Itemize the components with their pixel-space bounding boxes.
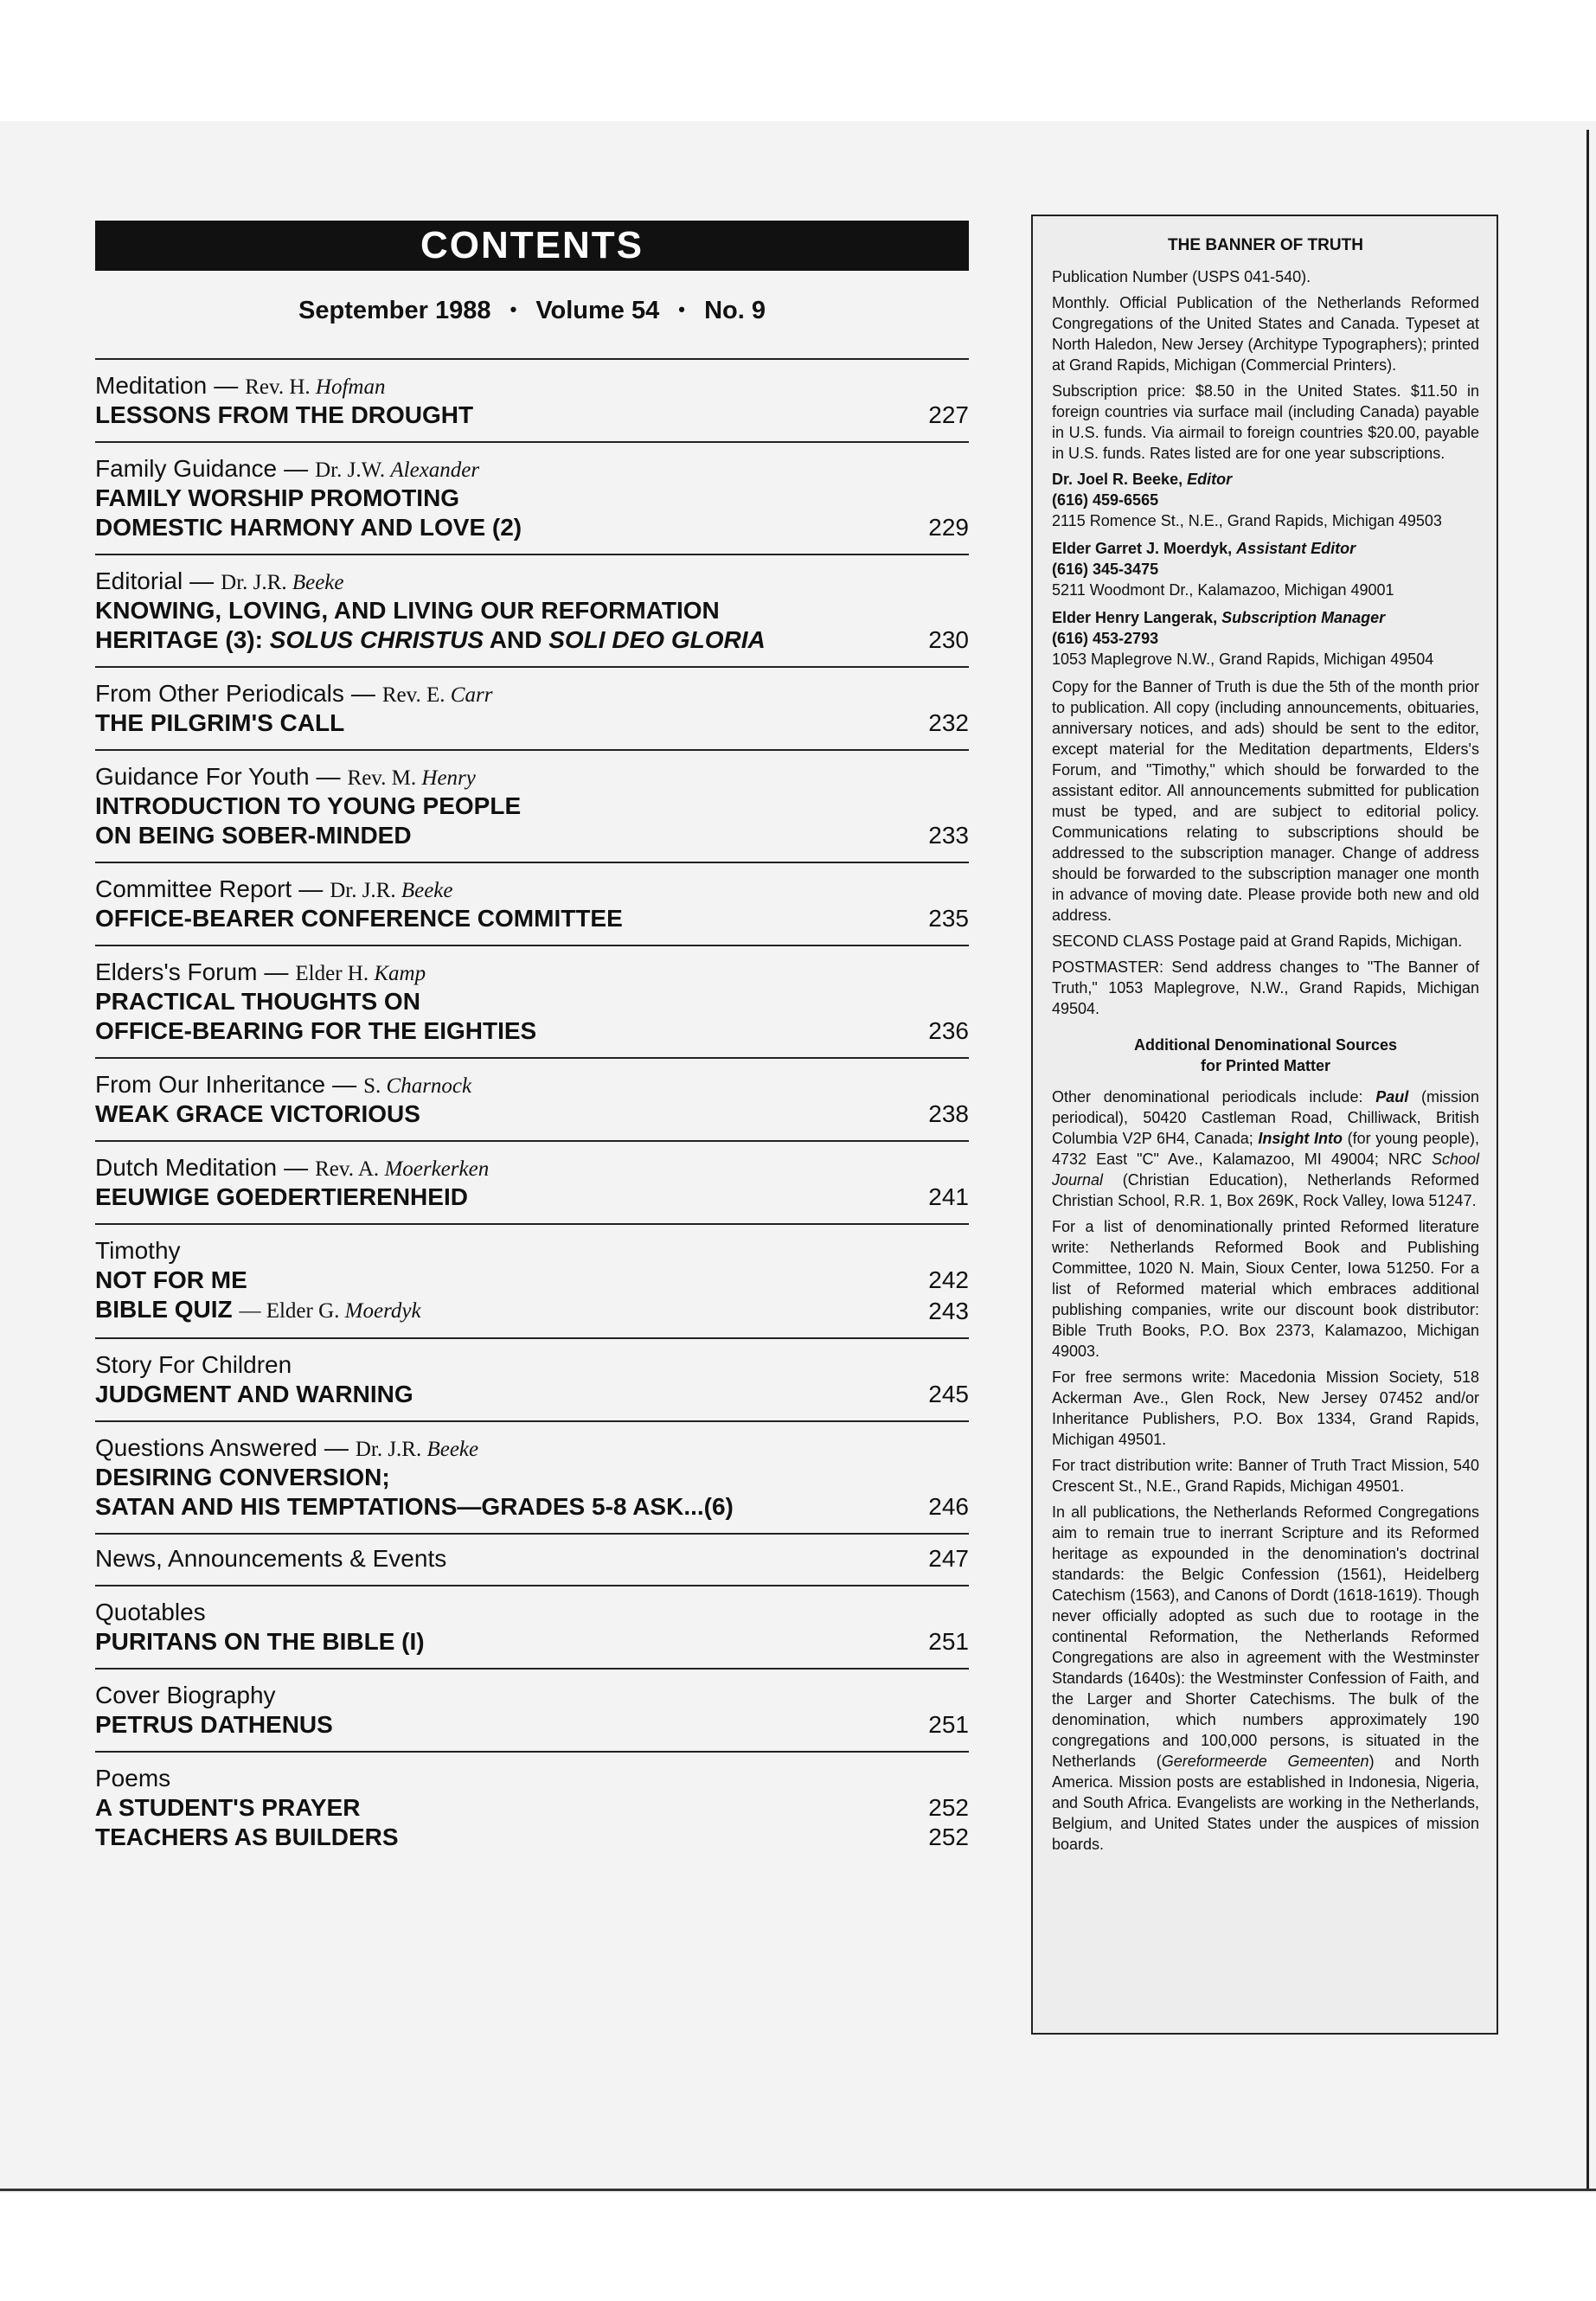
- entry-title-line: FAMILY WORSHIP PROMOTING: [95, 484, 460, 511]
- entry-title-line: HERITAGE (3): SOLUS CHRISTUS AND SOLI DEO GLORIA 230: [95, 626, 969, 653]
- entry-category: Committee Report — Dr. J.R. Beeke: [95, 875, 453, 902]
- entry-page: 252: [928, 1823, 969, 1850]
- entry-page: 243: [928, 1298, 969, 1324]
- entry-page: 241: [928, 1183, 969, 1210]
- entry-title-line: OFFICE-BEARER CONFERENCE COMMITTEE 235: [95, 905, 969, 932]
- toc-entry-guidance-youth[interactable]: [95, 751, 969, 863]
- tract-distribution: For tract distribution write: Banner of Truth Tract Mission, 540 Crescent St., N.E., Grand Rapids, Michigan 49501.: [1052, 1457, 1479, 1495]
- entry-title-line: BIBLE QUIZ — Elder G. Moerdyk 243: [95, 1296, 969, 1324]
- entry-title-line: SATAN AND HIS TEMPTATIONS—GRADES 5-8 ASK...(6) 246: [95, 1493, 969, 1520]
- entry-category: Guidance For Youth — Rev. M. Henry: [95, 763, 476, 790]
- masthead-box: [1031, 215, 1498, 2035]
- entry-category: Meditation — Rev. H. Hofman: [95, 372, 386, 399]
- page-edge-bottom: [0, 2189, 1596, 2191]
- entry-page: 251: [928, 1711, 969, 1738]
- entry-title-line: TEACHERS AS BUILDERS 252: [95, 1823, 969, 1850]
- entry-category: Elders's Forum — Elder H. Kamp: [95, 958, 426, 985]
- toc-entry-editorial[interactable]: [95, 555, 969, 668]
- issue-month: September 1988: [298, 297, 491, 324]
- entry-page: 233: [928, 822, 969, 849]
- toc-entry-family-guidance[interactable]: [95, 443, 969, 555]
- entry-title-line: PRACTICAL THOUGHTS ON: [95, 988, 420, 1015]
- issue-separator: •: [510, 298, 517, 320]
- toc-entry-our-inheritance[interactable]: [95, 1059, 969, 1142]
- copy-policy: Copy for the Banner of Truth is due the 5th of the month prior to publication. All copy (including announcements, obituaries, anniversary notices, and ads) should be sent to the editor, except material for the Meditation departments, Elders's Forum, and "Timothy," which should be forwarded to the assistant editor. All announcements submitted for publication must be typed, and are subject to editorial policy. Communications relating to subscriptions should be addressed to the subscription manager. Change of address should be forwarded to the subscription manager one month in advance of moving date. Please provide both new and old address.: [1052, 678, 1479, 924]
- entry-page: 252: [928, 1794, 969, 1821]
- entry-page: 229: [928, 514, 969, 541]
- entry-page: 232: [928, 709, 969, 736]
- entry-title-line: News, Announcements & Events 247: [95, 1545, 969, 1572]
- entry-category: Questions Answered — Dr. J.R. Beeke: [95, 1434, 479, 1461]
- other-periodicals: Other denominational periodicals include: Paul (mission periodical), 50420 Castleman Road, Chilliwack, British Columbia V2P 6H4, Canada; Insight Into (for young people), 4732 East "C" Ave., Kalamazoo, MI 49004; NRC School Journal (Christian Education), Netherlands Reformed Christian School, R.R. 1, Box 269K, Rock Valley, Iowa 51247.: [1052, 1088, 1480, 1209]
- toc-entry-meditation[interactable]: [95, 358, 969, 443]
- literature-list: For a list of denominationally printed Reformed literature write: Netherlands Reformed Book and Publishing Committee, 1020 N. Main, Sioux Center, Iowa 51250. For a list of Reformed material which embraces additional publishing companies, write our discount book distributor: Bible Truth Books, P.O. Box 2373, Kalamazoo, Michigan 49003.: [1052, 1218, 1479, 1360]
- free-sermons: For free sermons write: Macedonia Mission Society, 518 Ackerman Ave., Glen Rock, New Jersey 07452 and/or Inheritance Publishers, P.O. Box 1334, Grand Rapids, Michigan 49501.: [1052, 1368, 1479, 1448]
- publication-number: Publication Number (USPS 041-540).: [1052, 268, 1311, 285]
- toc-entry-news[interactable]: [95, 1535, 969, 1586]
- entry-category: Dutch Meditation — Rev. A. Moerkerken: [95, 1154, 490, 1181]
- toc-entry-committee-report[interactable]: [95, 863, 969, 946]
- issue-volume: Volume 54: [535, 297, 660, 324]
- entry-title-line: WEAK GRACE VICTORIOUS 238: [95, 1100, 969, 1127]
- issue-line: [95, 297, 969, 325]
- entry-page: 235: [928, 905, 969, 932]
- toc-entry-questions-answered[interactable]: [95, 1422, 969, 1535]
- entry-page: 227: [928, 401, 969, 428]
- entry-title-line: PETRUS DATHENUS 251: [95, 1711, 969, 1738]
- entry-title-line: DOMESTIC HARMONY AND LOVE (2) 229: [95, 514, 969, 541]
- entry-category: From Other Periodicals — Rev. E. Carr: [95, 680, 493, 707]
- additional-sources-heading: Additional Denominational Sources for Printed Matter: [1133, 1036, 1398, 1074]
- toc-entry-poems[interactable]: [95, 1753, 969, 1863]
- entry-page: 230: [928, 626, 969, 653]
- entry-category: Story For Children: [95, 1351, 292, 1378]
- entry-title-line: ON BEING SOBER-MINDED 233: [95, 822, 969, 849]
- entry-title-line: DESIRING CONVERSION;: [95, 1464, 390, 1490]
- entry-category: Family Guidance — Dr. J.W. Alexander: [95, 455, 480, 482]
- toc-entry-dutch-meditation[interactable]: [95, 1142, 969, 1225]
- contents-column: [95, 221, 969, 1863]
- toc-entry-other-periodicals[interactable]: [95, 668, 969, 751]
- issue-number: No. 9: [704, 297, 766, 324]
- entry-page: 251: [928, 1628, 969, 1655]
- assistant-editor-contact: Elder Garret J. Moerdyk, Assistant Editor (616) 345-3475 5211 Woodmont Dr., Kalamazoo, Michigan 49001: [1052, 540, 1394, 599]
- entry-title-line: THE PILGRIM'S CALL 232: [95, 709, 969, 736]
- masthead-title: THE BANNER OF TRUTH: [1168, 236, 1363, 254]
- toc-entry-cover-biography[interactable]: [95, 1670, 969, 1753]
- entry-title-line: INTRODUCTION TO YOUNG PEOPLE: [95, 792, 522, 819]
- entry-title-line: OFFICE-BEARING FOR THE EIGHTIES 236: [95, 1017, 969, 1044]
- entry-category: Poems: [95, 1765, 171, 1791]
- second-class-notice: SECOND CLASS Postage paid at Grand Rapids, Michigan.: [1052, 933, 1463, 950]
- entry-title-line: JUDGMENT AND WARNING 245: [95, 1381, 969, 1407]
- entry-title-line: PURITANS ON THE BIBLE (I) 251: [95, 1628, 969, 1655]
- doctrinal-statement: In all publications, the Netherlands Reformed Congregations aim to remain true to inerrant Scripture and its Reformed heritage as expounded in the denomination's doctrinal standards: the Belgic Confession (1561), Heidelberg Catechism (1563), and Canons of Dordt (1618-1619). Though never officially adopted as such due to rootage in the continental Reformation, the Netherlands Reformed Congregations are also in agreement with the Westminster Standards (1640s): the Westminster Confession of Faith, and the Larger and Shorter Catechisms. The bulk of the denomination, which numbers approximately 190 congregations and 100,000 persons, is situated in the Netherlands (Gereformeerde Gemeenten) and North America. Mission posts are established in Indonesia, Nigeria, and South Africa. Evangelists are working in the Netherlands, Belgium, and United States under the auspices of mission boards.: [1052, 1503, 1479, 1853]
- postmaster-notice: POSTMASTER: Send address changes to "The Banner of Truth," 1053 Maplegrove, N.W., Grand Rapids, Michigan 49504.: [1052, 958, 1479, 1017]
- entry-category: From Our Inheritance — S. Charnock: [95, 1071, 472, 1098]
- entry-category: Quotables: [95, 1599, 206, 1625]
- toc-entry-elders-forum[interactable]: [95, 946, 969, 1059]
- entry-title-line: LESSONS FROM THE DROUGHT 227: [95, 401, 969, 428]
- toc-entry-quotables[interactable]: [95, 1586, 969, 1670]
- issue-separator: •: [678, 298, 685, 320]
- entry-category: Cover Biography: [95, 1682, 276, 1708]
- contents-header: CONTENTS: [95, 221, 969, 271]
- toc-entry-timothy[interactable]: [95, 1225, 969, 1339]
- toc-entry-story-children[interactable]: [95, 1339, 969, 1422]
- entry-page: 238: [928, 1100, 969, 1127]
- editor-contact: Dr. Joel R. Beeke, Editor (616) 459-6565 2115 Romence St., N.E., Grand Rapids, Michigan 49503: [1052, 471, 1442, 529]
- entry-title-line: EEUWIGE GOEDERTIERENHEID 241: [95, 1183, 969, 1210]
- monthly-notice: Monthly. Official Publication of the Netherlands Reformed Congregations of the United States and Canada. Typeset at North Haledon, New Jersey (Architype Typographers); printed at Grand Rapids, Michigan (Commercial Printers).: [1052, 294, 1479, 374]
- entry-page: 245: [928, 1381, 969, 1407]
- entry-category: Timothy: [95, 1237, 181, 1264]
- entry-title-line: A STUDENT'S PRAYER 252: [95, 1794, 969, 1821]
- entry-page: 242: [928, 1266, 969, 1293]
- entry-title-line: NOT FOR ME 242: [95, 1266, 969, 1293]
- entry-page: 247: [928, 1545, 969, 1572]
- entry-category: Editorial — Dr. J.R. Beeke: [95, 567, 344, 594]
- page-edge-right: [1586, 130, 1589, 2189]
- entry-page: 246: [928, 1493, 969, 1520]
- entry-page: 236: [928, 1017, 969, 1044]
- entry-title-line: KNOWING, LOVING, AND LIVING OUR REFORMATION: [95, 597, 720, 624]
- subscription-manager-contact: Elder Henry Langerak, Subscription Manager (616) 453-2793 1053 Maplegrove N.W., Grand Rapids, Michigan 49504: [1052, 609, 1434, 668]
- subscription-price: Subscription price: $8.50 in the United States. $11.50 in foreign countries via surface mail (including Canada) payable in U.S. funds. Via airmail to foreign countries $20.00, payable in U.S. funds. Rates listed are for one year subscriptions.: [1052, 382, 1479, 462]
